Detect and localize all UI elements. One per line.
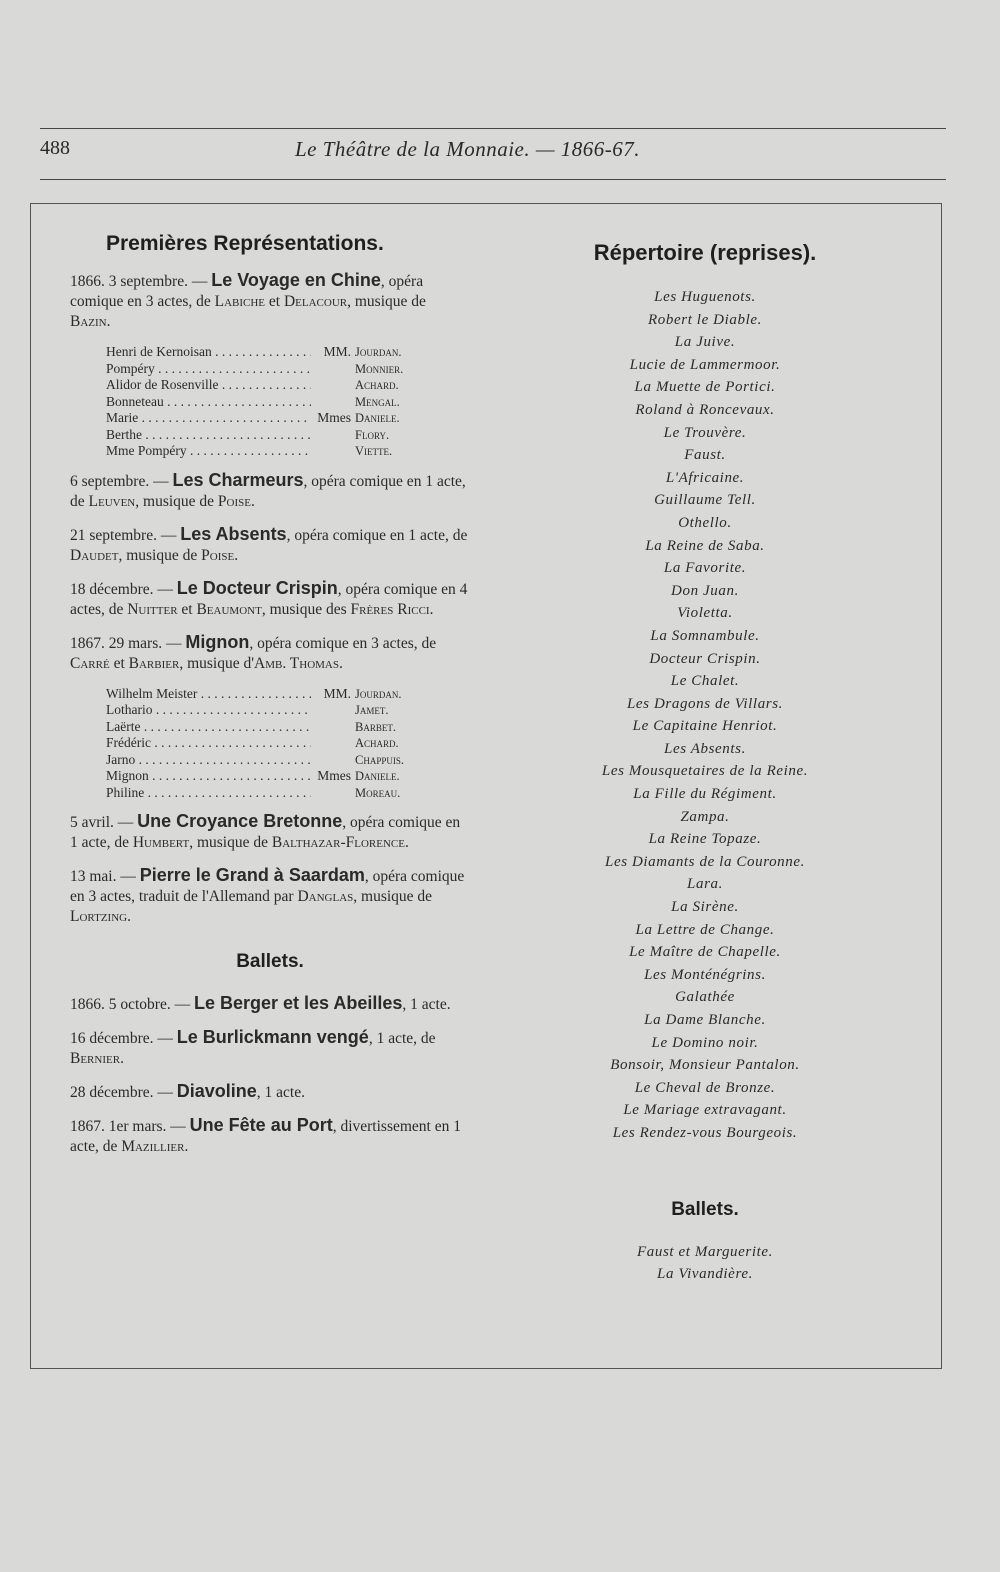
repertoire-item: Les Mousquetaires de la Reine. [601, 763, 809, 780]
repertoire-item: La Sirène. [671, 899, 739, 916]
ballet-entry: 1866. 5 octobre. — Le Berger et les Abeilles, 1 acte. [70, 993, 451, 1013]
work-title: Le Burlickmann vengé [176, 1027, 369, 1047]
premiere-entry: 13 mai. — Pierre le Grand à Saardam, opéra comique en 3 actes, traduit de l'Allemand par Danglas, musique de Lortzing. [70, 865, 465, 925]
repertoire-item: Docteur Crispin. [649, 650, 761, 667]
repertoire-item: La Somnambule. [650, 627, 760, 644]
premiere-entry: 21 septembre. — Les Absents, opéra comique en 1 acte, de Daudet, musique de Poise. [70, 523, 468, 564]
work-title: Une Croyance Bretonne [137, 811, 343, 831]
ballet-entry: 16 décembre. — Le Burlickmann vengé, 1 acte, de Bernier. [70, 1027, 436, 1067]
running-title: Le Théâtre de la Monnaie. — 1866-67. [295, 137, 641, 161]
repertoire-item: La Juive. [674, 334, 736, 351]
cast-list [106, 686, 436, 802]
repertoire-item: Roland à Roncevaux. [635, 401, 775, 418]
work-title: Les Charmeurs [172, 469, 304, 490]
repertoire-ballet-item: La Vivandière. [657, 1266, 753, 1283]
repertoire-item: Robert le Diable. [648, 311, 762, 328]
cast-row: Wilhelm Meister . . . MM. Jourdan. [106, 686, 436, 703]
repertoire-item: La Reine de Saba. [645, 537, 765, 554]
repertoire-item: Les Absents. [664, 740, 746, 757]
cast-row: Philine . . . Moreau. [106, 785, 436, 802]
work-title: Diavoline [176, 1081, 257, 1101]
repertoire-item: La Reine Topaze. [648, 831, 762, 848]
premiere-entry: 1866. 3 septembre. — Le Voyage en Chine, opéra comique en 3 actes, de Labiche et Delacour, musique de Bazin. [70, 270, 426, 330]
repertoire-item: Othello. [678, 514, 732, 531]
work-title: Le Berger et les Abeilles [193, 993, 403, 1013]
cast-row: Pompéry . . . Monnier. [106, 361, 436, 378]
cast-list [106, 344, 436, 460]
repertoire-item: Les Diamants de la Couronne. [605, 853, 805, 870]
repertoire-item: Les Monténégrins. [644, 966, 766, 983]
cast-row: Mignon . . . Mmes Daniele. [106, 768, 436, 785]
cast-row: Jarno . . . Chappuis. [106, 752, 436, 769]
cast-row: Lothario . . . Jamet. [106, 702, 436, 719]
cast-row: Alidor de Rosenville . . . Achard. [106, 377, 436, 394]
repertoire-item: La Fille du Régiment. [633, 786, 777, 803]
ballet-entry: 1867. 1er mars. — Une Fête au Port, divertissement en 1 acte, de Mazillier. [70, 1115, 461, 1155]
running-header [40, 128, 946, 180]
repertoire-item: Bonsoir, Monsieur Pantalon. [610, 1057, 800, 1074]
work-title: Le Voyage en Chine [211, 270, 381, 290]
repertoire-list [560, 286, 850, 1145]
repertoire-ballet-item: Faust et Marguerite. [636, 1243, 773, 1260]
repertoire-item: Les Rendez-vous Bourgeois. [612, 1124, 798, 1141]
premiere-entry: 5 avril. — Une Croyance Bretonne, opéra comique en 1 acte, de Humbert, musique de Balthazar-Florence. [70, 811, 461, 851]
premiere-entry: 6 septembre. — Les Charmeurs, opéra comique en 1 acte, de Leuven, musique de Poise. [70, 469, 466, 510]
repertoire-item: Les Dragons de Villars. [626, 695, 784, 712]
work-title: Une Fête au Port [189, 1115, 333, 1135]
repertoire-ballets-list [560, 1241, 850, 1286]
repertoire-item: La Dame Blanche. [644, 1012, 766, 1028]
page-number: 488 [40, 137, 70, 159]
repertoire-item: Lara. [687, 876, 723, 893]
repertoire-item: Guillaume Tell. [654, 492, 756, 509]
ballets-title-left: Ballets. [236, 951, 304, 972]
repertoire-title: Répertoire (reprises). [593, 240, 817, 265]
repertoire-item: Le Capitaine Henriot. [632, 718, 778, 735]
repertoire-item: Le Maître de Chapelle. [629, 944, 781, 961]
repertoire-item: Les Huguenots. [654, 289, 756, 305]
work-title: Pierre le Grand à Saardam [139, 865, 365, 885]
repertoire-item: Lucie de Lammermoor. [629, 356, 781, 373]
cast-row: Marie . . . Mmes Daniele. [106, 410, 436, 427]
premieres-title: Premières Représentations. [106, 232, 384, 255]
cast-row: Henri de Kernoisan . . . MM. Jourdan. [106, 344, 436, 361]
cast-row: Laërte . . . Barbet. [106, 719, 436, 736]
repertoire-item: La Favorite. [663, 560, 747, 577]
repertoire-column [560, 240, 850, 1286]
premieres-column [70, 232, 470, 1169]
premiere-entry: 1867. 29 mars. — Mignon, opéra comique en 3 actes, de Carré et Barbier, musique d'Amb. Thomas. [70, 631, 437, 672]
repertoire-item: Le Domino noir. [651, 1034, 759, 1051]
repertoire-item: Don Juan. [671, 582, 739, 599]
repertoire-item: La Lettre de Change. [635, 921, 775, 938]
work-title: Mignon [185, 631, 250, 652]
repertoire-item: L'Africaine. [665, 469, 745, 486]
repertoire-item: Le Trouvère. [663, 424, 747, 441]
cast-row: Berthe . . . Flory. [106, 427, 436, 444]
ballet-entry: 28 décembre. — Diavoline, 1 acte. [70, 1081, 305, 1101]
work-title: Le Docteur Crispin [176, 577, 338, 598]
repertoire-item: Le Chalet. [670, 673, 740, 690]
repertoire-item: Violetta. [677, 605, 733, 622]
cast-row: Bonneteau . . . Mengal. [106, 394, 436, 411]
ballets-title-right: Ballets. [671, 1198, 739, 1220]
cast-row: Mme Pompéry . . . Viette. [106, 443, 436, 460]
work-title: Les Absents [180, 523, 287, 544]
repertoire-item: Zampa. [680, 808, 730, 825]
repertoire-item: Le Cheval de Bronze. [634, 1079, 776, 1096]
premiere-entry: 18 décembre. — Le Docteur Crispin, opéra comique en 4 actes, de Nuitter et Beaumont, musique des Frères Ricci. [70, 577, 468, 618]
repertoire-item: Faust. [684, 447, 726, 464]
cast-row: Frédéric . . . Achard. [106, 735, 436, 752]
repertoire-item: La Muette de Portici. [634, 379, 776, 396]
repertoire-item: Galathée [675, 989, 735, 1006]
repertoire-item: Le Mariage extravagant. [623, 1102, 787, 1119]
